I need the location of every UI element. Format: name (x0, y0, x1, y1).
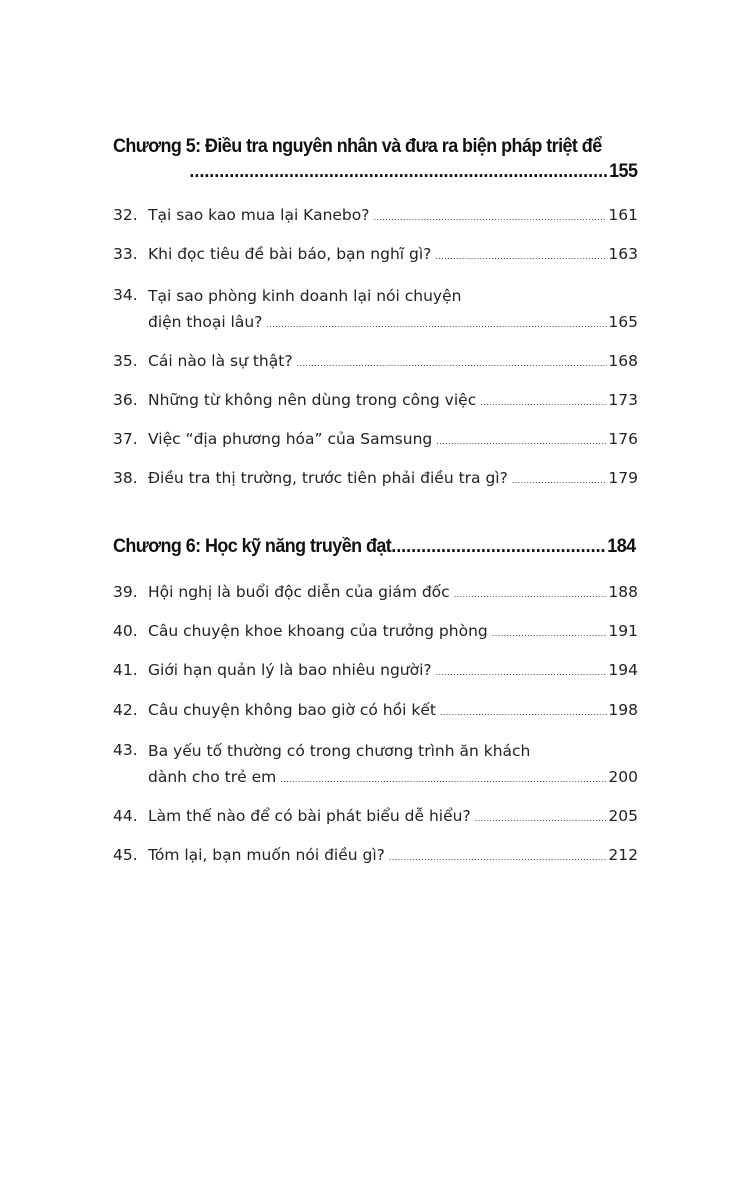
chapter-page-number: 184 (607, 535, 636, 557)
entry-page-number: 161 (608, 206, 638, 224)
dot-leader (189, 158, 607, 184)
entry-title: Khi đọc tiêu đề bài báo, bạn nghĩ gì? (148, 245, 432, 263)
entry-page-number: 168 (608, 352, 638, 370)
toc-entry-37 (113, 427, 638, 454)
dot-leader (454, 582, 608, 607)
entry-number: 32. (113, 206, 138, 224)
dot-leader (440, 700, 607, 725)
dot-leader (435, 244, 607, 269)
dot-leader (436, 429, 607, 454)
dot-leader (373, 205, 607, 230)
entry-number: 43. (113, 741, 138, 759)
entry-title-continued: dành cho trẻ em (148, 768, 277, 786)
dot-leader (492, 621, 608, 646)
entry-title: Ba yếu tố thường có trong chương trình ăn khách (148, 742, 531, 760)
entry-title: Câu chuyện khoe khoang của trưởng phòng (148, 622, 488, 640)
entry-page-number: 165 (608, 313, 638, 331)
entry-page-number: 188 (608, 583, 638, 601)
entry-number: 39. (113, 583, 138, 601)
entry-title: Hội nghị là buổi độc diễn của giám đốc (148, 583, 450, 601)
entry-title: Làm thế nào để có bài phát biểu dễ hiểu? (148, 807, 471, 825)
chapter-5-heading (113, 134, 638, 184)
entry-title: Giới hạn quản lý là bao nhiêu người? (148, 661, 432, 679)
dot-leader (475, 806, 608, 831)
toc-entry-44 (113, 804, 638, 831)
dot-leader (436, 660, 608, 685)
chapter-title: Chương 6: Học kỹ năng truyền đạt (113, 535, 392, 557)
chapter-6-heading (113, 533, 638, 559)
entry-number: 45. (113, 846, 138, 864)
entry-title: Việc “địa phương hóa” của Samsung (148, 430, 433, 448)
entry-title: Cái nào là sự thật? (148, 352, 293, 370)
toc-entry-43 (113, 738, 638, 792)
entry-page-number: 191 (608, 622, 638, 640)
dot-leader (391, 533, 605, 559)
entry-number: 34. (113, 286, 138, 304)
toc-entry-40 (113, 619, 638, 646)
toc-entry-35 (113, 349, 638, 376)
toc-entry-41 (113, 658, 638, 685)
entry-page-number: 205 (608, 807, 638, 825)
entry-number: 40. (113, 622, 138, 640)
entry-title: Những từ không nên dùng trong công việc (148, 391, 477, 409)
entry-page-number: 194 (608, 661, 638, 679)
dot-leader (266, 312, 607, 337)
entry-page-number: 173 (608, 391, 638, 409)
entry-page-number: 179 (608, 469, 638, 487)
entry-page-number: 200 (608, 768, 638, 786)
entry-number: 41. (113, 661, 138, 679)
entry-number: 37. (113, 430, 138, 448)
entry-title: Tóm lại, bạn muốn nói điều gì? (148, 846, 385, 864)
entry-number: 42. (113, 701, 138, 719)
dot-leader (389, 845, 608, 870)
toc-entry-32 (113, 203, 638, 230)
dot-leader (512, 468, 608, 493)
dot-leader (297, 351, 608, 376)
entry-title-continued: điện thoại lâu? (148, 313, 263, 331)
entry-page-number: 163 (608, 245, 638, 263)
entry-number: 38. (113, 469, 138, 487)
entry-page-number: 176 (608, 430, 638, 448)
entry-number: 44. (113, 807, 138, 825)
entry-title: Tại sao kao mua lại Kanebo? (148, 206, 370, 224)
toc-entry-42 (113, 698, 638, 725)
toc-entry-34 (113, 283, 638, 337)
dot-leader (480, 390, 607, 415)
entry-number: 35. (113, 352, 138, 370)
toc-entry-39 (113, 580, 638, 607)
chapter-title: Chương 5: Điều tra nguyên nhân và đưa ra biện pháp triệt để (113, 135, 602, 157)
entry-number: 33. (113, 245, 138, 263)
toc-entry-45 (113, 843, 638, 870)
entry-title: Điều tra thị trường, trước tiên phải điều tra gì? (148, 469, 508, 487)
toc-entry-38 (113, 466, 638, 493)
entry-title: Tại sao phòng kinh doanh lại nói chuyện (148, 287, 462, 305)
toc-entry-36 (113, 388, 638, 415)
toc-entry-33 (113, 242, 638, 269)
entry-number: 36. (113, 391, 138, 409)
dot-leader (280, 767, 607, 792)
entry-page-number: 198 (608, 701, 638, 719)
chapter-page-number: 155 (609, 160, 638, 182)
entry-page-number: 212 (608, 846, 638, 864)
entry-title: Câu chuyện không bao giờ có hồi kết (148, 701, 436, 719)
